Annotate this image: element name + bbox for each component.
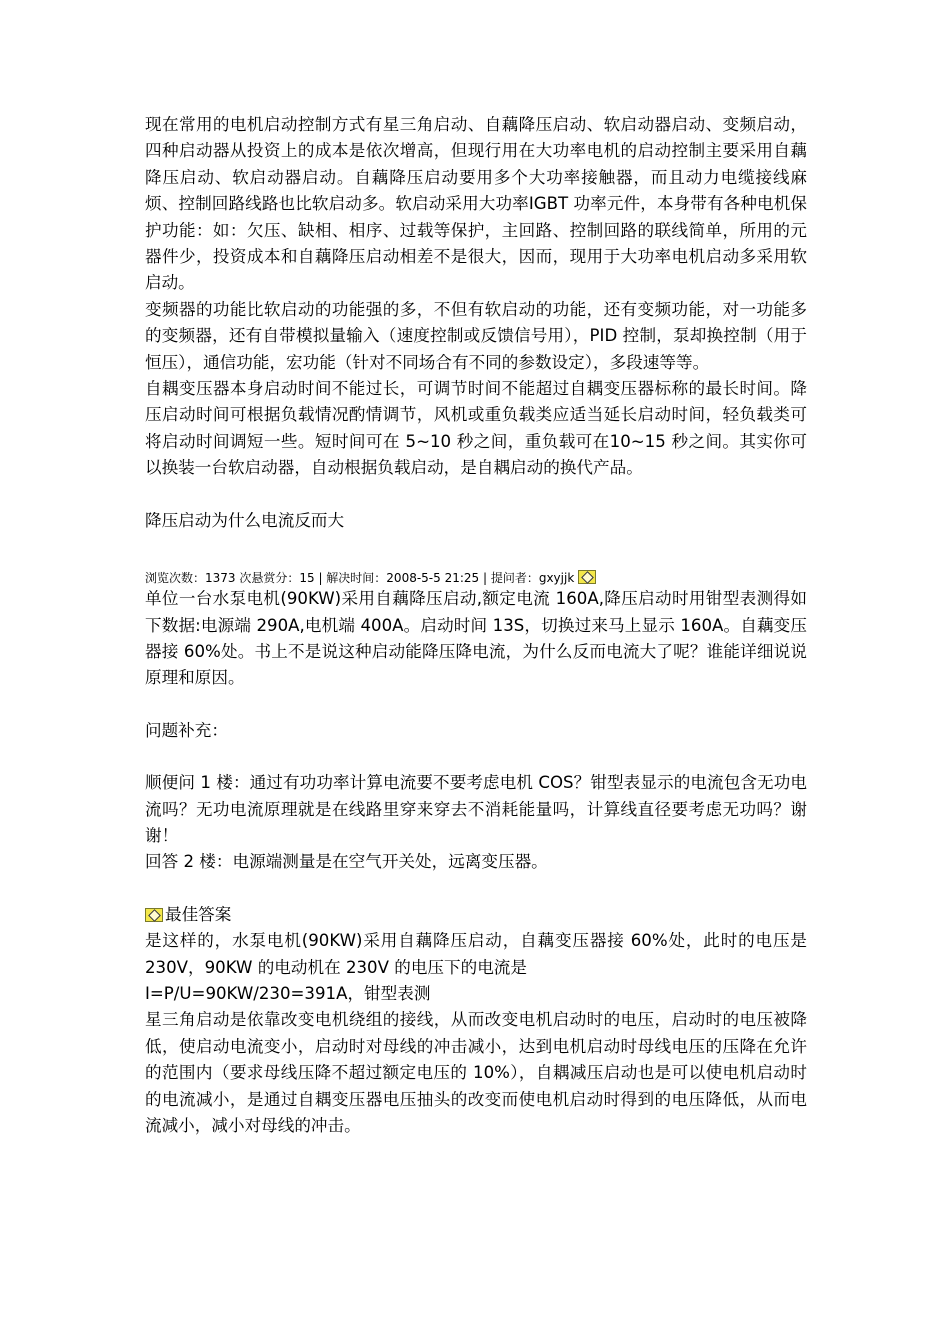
question-title: 降压启动为什么电流反而大 xyxy=(145,510,345,530)
spacer xyxy=(145,876,807,902)
best-answer-header xyxy=(145,902,807,928)
answer-text-1: 是这样的，水泵电机(90KW)采用自藕降压启动，自藕变压器接 60%处，此时的电压是 230V，90KW 的电动机在 230V 的电压下的电流是 xyxy=(145,931,807,977)
spacer xyxy=(145,482,807,508)
supplement-text-1: 顺便问 1 楼：通过有功功率计算电流要不要考虑电机 COS？钳型表显示的电流包含无功电流吗？无功电流原理就是在线路里穿来穿去不消耗能量吗，计算线直径要考虑无功吗？谢谢！ xyxy=(145,773,807,845)
question-meta xyxy=(145,570,807,586)
paragraph-autotransformer: 自耦变压器本身启动时间不能过长，可调节时间不能超过自耦变压器标称的最长时间。降压启动时间可根据负载情况酌情调节，风机或重负载类应适当延长启动时间，轻负载类可将启动时间调短一些。短时间可在 5~10 秒之间，重负载可在10~15 秒之间。其实你可以换装一台软启动器，自动根据负载启动，是自耦启动的换代产品。 xyxy=(145,379,807,478)
answer-text-2: 星三角启动是依靠改变电机绕组的接线，从而改变电机启动时的电压，启动时的电压被降低，使启动电流变小，启动时对母线的冲击减小，达到电机启动时母线电压的压降在允许的范围内（要求母线压降不超过额定电压的 10%），自耦减压启动也是可以使电机启动时的电流减小，是通过自耦变压器电压抽头的改变而使电机启动时得到的电压降低，从而电流减小，减小对母线的冲击。 xyxy=(145,1010,807,1135)
spacer xyxy=(145,744,807,770)
image-icon xyxy=(578,570,596,584)
image-icon xyxy=(145,908,163,922)
spacer xyxy=(145,692,807,718)
supplement-label: 问题补充： xyxy=(145,720,228,740)
paragraph-starting-methods: 现在常用的电机启动控制方式有星三角启动、自藕降压启动、软启动器启动、变频启动，四种启动器从投资上的成本是依次增高，但现行用在大功率电机的启动控制主要采用自藕降压启动、软启动器启动。自藕降压启动要用多个大功率接触器，而且动力电缆接线麻烦、控制回路线路也比软启动多。软启动采用大功率IGBT 功率元件，本身带有各种电机保护功能：如：欠压、缺相、相序、过载等保护，主回路、控制回路的联线简单，所用的元器件少，投资成本和自藕降压启动相差不是很大，因而，现用于大功率电机启动多采用软启动。 xyxy=(145,115,807,293)
paragraph-inverter: 变频器的功能比软启动的功能强的多，不但有软启动的功能，还有变频功能，对一功能多的变频器，还有自带模拟量输入（速度控制或反馈信号用），PID 控制，泵却换控制（用于恒压），通信功能，宏功能（针对不同场合有不同的参数设定），多段速等等。 xyxy=(145,299,807,372)
answer-formula: I=P/U=90KW/230=391A，钳型表测 xyxy=(145,983,431,1003)
best-answer-label: 最佳答案 xyxy=(165,904,232,924)
spacer xyxy=(145,534,807,560)
supplement-text-2: 回答 2 楼：电源端测量是在空气开关处，远离变压器。 xyxy=(145,852,548,872)
question-body: 单位一台水泵电机(90KW)采用自藕降压启动,额定电流 160A,降压启动时用钳型表测得如下数据:电源端 290A,电机端 400A。启动时间 13S，切换过来马上显示 160A。自藕变压器接 60%处。书上不是说这种启动能降压降电流，为什么反而电流大了呢？谁能详细说说原理和原因。 xyxy=(145,589,807,688)
meta-text: 浏览次数：1373 次悬赏分：15 | 解决时间：2008-5-5 21:25 | 提问者：gxyjjk xyxy=(145,571,575,586)
document-content xyxy=(145,112,807,1139)
